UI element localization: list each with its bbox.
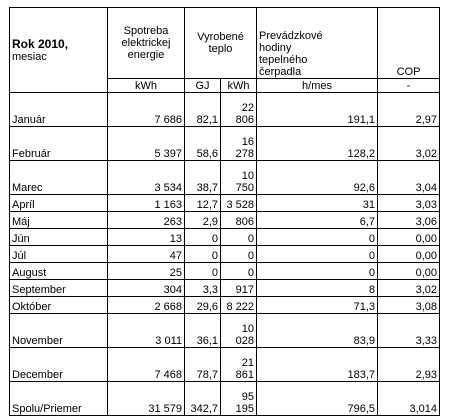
cell-heat-kwh xyxy=(221,348,257,382)
cell-heat-kwh xyxy=(221,127,257,161)
cell-consumption-kwh: 47 xyxy=(108,246,185,263)
cell-hours: 796,5 xyxy=(257,382,378,416)
cell-heat-gj: 0 xyxy=(185,229,221,246)
cell-heat-kwh-line2: 028 xyxy=(235,335,254,347)
cell-consumption-kwh: 3 534 xyxy=(108,161,185,195)
cell-consumption-kwh: 1 163 xyxy=(108,195,185,212)
cell-heat-kwh: 0 xyxy=(221,263,257,280)
table-row xyxy=(10,93,440,127)
header-month: mesiac xyxy=(12,50,47,63)
cell-hours: 183,7 xyxy=(257,348,378,382)
unit-heat-kwh: kWh xyxy=(221,79,257,93)
cell-cop: 3,02 xyxy=(378,280,440,297)
cell-cop: 0,00 xyxy=(378,263,440,280)
table-row xyxy=(10,127,440,161)
cell-month: September xyxy=(10,280,108,297)
header-heat-line2: teplo xyxy=(208,43,233,55)
cell-consumption-kwh: 2 668 xyxy=(108,297,185,314)
header-year: Rok 2010, xyxy=(12,36,69,51)
unit-gj: GJ xyxy=(185,79,221,93)
cell-cop: 3,03 xyxy=(378,195,440,212)
cell-cop: 3,014 xyxy=(378,382,440,416)
cell-heat-gj: 12,7 xyxy=(185,195,221,212)
cell-heat-gj: 3,3 xyxy=(185,280,221,297)
cell-heat-kwh-line1: 21 xyxy=(241,357,254,369)
cell-heat-kwh-line1: 10 xyxy=(241,323,254,335)
table-row xyxy=(10,263,440,280)
header-consumption-line1: Spotreba xyxy=(123,25,169,37)
header-consumption xyxy=(108,8,185,79)
table-row xyxy=(10,348,440,382)
cell-hours: 0 xyxy=(257,229,378,246)
table-row xyxy=(10,195,440,212)
cell-month: December xyxy=(10,348,108,382)
cell-heat-kwh: 3 528 xyxy=(221,195,257,212)
cell-heat-kwh-line1: 16 xyxy=(241,136,254,148)
cell-month: Apríl xyxy=(10,195,108,212)
cell-heat-gj: 38,7 xyxy=(185,161,221,195)
header-consumption-line2: elektrickej xyxy=(121,37,171,49)
cell-cop: 2,93 xyxy=(378,348,440,382)
header-consumption-line3: energie xyxy=(127,49,165,61)
cell-month: August xyxy=(10,263,108,280)
cell-consumption-kwh: 7 468 xyxy=(108,348,185,382)
cell-heat-kwh-line1: 10 xyxy=(241,170,254,182)
cell-consumption-kwh: 304 xyxy=(108,280,185,297)
cell-cop: 2,97 xyxy=(378,93,440,127)
heat-pump-table xyxy=(9,7,440,416)
cell-hours: 83,9 xyxy=(257,314,378,348)
header-operating-hours xyxy=(257,8,378,79)
cell-heat-kwh xyxy=(221,382,257,416)
header-hours-line4: čerpadla xyxy=(259,66,302,78)
cell-month: Marec xyxy=(10,161,108,195)
table-row xyxy=(10,212,440,229)
cell-heat-kwh xyxy=(221,93,257,127)
cell-cop: 0,00 xyxy=(378,246,440,263)
cell-consumption-kwh: 25 xyxy=(108,263,185,280)
cell-heat-kwh: 0 xyxy=(221,246,257,263)
table-row xyxy=(10,280,440,297)
cell-heat-kwh-line1: 95 xyxy=(241,391,254,403)
table-row xyxy=(10,246,440,263)
cell-cop: 3,04 xyxy=(378,161,440,195)
cell-heat-gj: 36,1 xyxy=(185,314,221,348)
cell-consumption-kwh: 13 xyxy=(108,229,185,246)
cell-heat-kwh-line2: 750 xyxy=(235,182,254,194)
cell-hours: 8 xyxy=(257,280,378,297)
cell-heat-kwh-line2: 195 xyxy=(235,403,254,415)
cell-cop: 3,06 xyxy=(378,212,440,229)
cell-cop: 3,08 xyxy=(378,297,440,314)
table-row xyxy=(10,161,440,195)
cell-hours: 0 xyxy=(257,263,378,280)
cell-month: Jún xyxy=(10,229,108,246)
cell-heat-kwh: 806 xyxy=(221,212,257,229)
cell-month: Október xyxy=(10,297,108,314)
cell-hours: 71,3 xyxy=(257,297,378,314)
header-year-month xyxy=(10,8,108,93)
cell-heat-gj: 58,6 xyxy=(185,127,221,161)
cell-consumption-kwh: 31 579 xyxy=(108,382,185,416)
cell-consumption-kwh: 263 xyxy=(108,212,185,229)
table-row xyxy=(10,382,440,416)
cell-cop: 3,02 xyxy=(378,127,440,161)
cell-hours: 128,2 xyxy=(257,127,378,161)
unit-cop: - xyxy=(378,79,440,93)
header-heat-line1: Vyrobené xyxy=(197,31,244,43)
table-row xyxy=(10,314,440,348)
cell-heat-gj: 29,6 xyxy=(185,297,221,314)
cell-heat-kwh-line2: 806 xyxy=(235,114,254,126)
unit-kwh: kWh xyxy=(108,79,185,93)
cell-cop: 3,33 xyxy=(378,314,440,348)
cell-heat-kwh xyxy=(221,161,257,195)
unit-hours: h/mes xyxy=(257,79,378,93)
cell-heat-kwh: 8 222 xyxy=(221,297,257,314)
cell-hours: 191,1 xyxy=(257,93,378,127)
cell-heat-kwh xyxy=(221,314,257,348)
cell-month: Júl xyxy=(10,246,108,263)
cell-heat-gj: 82,1 xyxy=(185,93,221,127)
cell-heat-gj: 0 xyxy=(185,246,221,263)
cell-month: Máj xyxy=(10,212,108,229)
cell-heat-kwh-line2: 861 xyxy=(235,369,254,381)
cell-heat-gj: 78,7 xyxy=(185,348,221,382)
header-hours-line3: tepelného xyxy=(259,54,308,66)
cell-hours: 92,6 xyxy=(257,161,378,195)
header-hours-line1: Prevádzkové xyxy=(259,30,323,42)
cell-heat-gj: 2,9 xyxy=(185,212,221,229)
cell-heat-kwh-line1: 22 xyxy=(241,102,254,114)
cell-cop: 0,00 xyxy=(378,229,440,246)
table-row xyxy=(10,229,440,246)
cell-consumption-kwh: 3 011 xyxy=(108,314,185,348)
table-row xyxy=(10,297,440,314)
cell-month: Spolu/Priemer xyxy=(10,382,108,416)
cell-month: Január xyxy=(10,93,108,127)
header-hours-line2: hodiny xyxy=(259,42,292,54)
cell-heat-kwh: 917 xyxy=(221,280,257,297)
header-row xyxy=(10,8,440,79)
cell-month: Február xyxy=(10,127,108,161)
header-cop: COP xyxy=(378,8,440,79)
cell-month: November xyxy=(10,314,108,348)
cell-consumption-kwh: 7 686 xyxy=(108,93,185,127)
cell-hours: 31 xyxy=(257,195,378,212)
cell-hours: 6,7 xyxy=(257,212,378,229)
cell-consumption-kwh: 5 397 xyxy=(108,127,185,161)
cell-heat-gj: 0 xyxy=(185,263,221,280)
cell-heat-kwh-line2: 278 xyxy=(235,148,254,160)
cell-heat-kwh: 0 xyxy=(221,229,257,246)
header-heat-produced xyxy=(185,8,257,79)
cell-heat-gj: 342,7 xyxy=(185,382,221,416)
cell-hours: 0 xyxy=(257,246,378,263)
